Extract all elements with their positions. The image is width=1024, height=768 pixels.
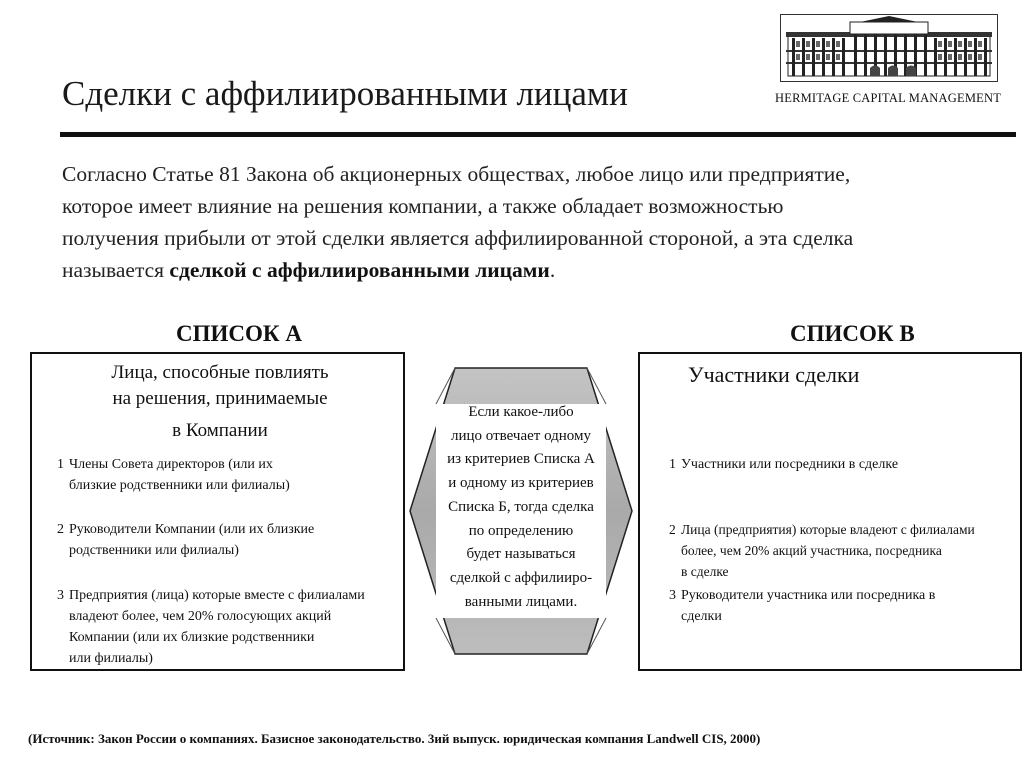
list-a-item [57, 585, 365, 669]
item-line: Компании (или их близкие родственники [69, 630, 315, 645]
item-line: Руководители участника или посредника в [681, 588, 936, 603]
list-a-item [57, 519, 314, 561]
item-line: родственники или филиалы) [69, 543, 239, 558]
intro-line4-suffix: . [549, 258, 556, 282]
item-line: более, чем 20% акций участника, посредника [681, 543, 942, 558]
intro-line: Согласно Статье 81 Закона об акционерных обществах, любое лицо или предприятие, [62, 162, 851, 186]
page-title: Сделки с аффилиированными лицами [62, 74, 628, 113]
company-name: HERMITAGE CAPITAL MANAGEMENT [775, 91, 1002, 105]
criteria-line: будет называться [466, 546, 576, 563]
criteria-line: ванными лицами. [464, 593, 578, 610]
list-b-item [669, 454, 898, 475]
list-b-title: Участники сделки [688, 362, 860, 387]
list-a-title [60, 360, 380, 444]
intro-paragraph [62, 158, 1012, 286]
item-line: сделки [681, 609, 722, 624]
intro-line [62, 254, 1012, 286]
source-citation: (Источник: Закон России о компаниях. Базисное законодательство. 3ий выпуск. юридическая компания Landwell CIS, 2000) [28, 731, 761, 746]
criteria-line: лицо отвечает одному [450, 427, 592, 444]
criteria-text [420, 401, 622, 614]
item-number: 3 [57, 588, 64, 603]
item-number: 2 [57, 522, 64, 537]
item-line: Руководители Компании (или их близкие [69, 522, 315, 537]
list-a-title-line: Лица, способные повлиять [111, 362, 329, 383]
item-line: в сделке [681, 564, 729, 579]
intro-line: которое имеет влияние на решения компании, а также обладает возможностью [62, 194, 784, 218]
intro-highlight: сделкой с аффилиированными лицами [169, 258, 550, 282]
item-number: 1 [57, 457, 64, 472]
item-number: 2 [669, 522, 676, 537]
criteria-line: Если какое-либо [468, 404, 574, 420]
item-line: Члены Совета директоров (или их [69, 457, 273, 472]
hermitage-building-icon [780, 14, 998, 82]
item-line: близкие родственники или филиалы) [69, 478, 290, 493]
item-line: Участники или посредники в сделке [681, 457, 899, 472]
item-number: 3 [669, 588, 676, 603]
item-line: Предприятия (лица) которые вместе с филиалами [69, 588, 365, 603]
list-a-title-line: на решения, принимаемые [112, 388, 328, 409]
item-number: 1 [669, 457, 676, 472]
item-line: Лица (предприятия) которые владеют с филиалами [681, 522, 975, 537]
intro-line: получения прибыли от этой сделки является аффилиированной стороной, а эта сделка [62, 226, 854, 250]
list-a-title-line: в Компании [172, 420, 268, 441]
list-a-item [57, 454, 290, 496]
intro-line4-prefix: называется [62, 258, 170, 282]
item-line: владеют более, чем 20% голосующих акций [69, 609, 332, 624]
title-divider [60, 132, 1016, 137]
list-a-heading: СПИСОК А [176, 321, 302, 346]
criteria-line: и одному из критериев [448, 475, 594, 492]
list-b-item [669, 585, 935, 627]
criteria-line: Списка Б, тогда сделка [448, 498, 594, 515]
criteria-line: по определению [468, 522, 574, 539]
criteria-line: сделкой с аффилииро- [449, 569, 593, 586]
list-b-heading: СПИСОК В [790, 321, 915, 346]
criteria-line: из критериев Списка А [447, 451, 595, 468]
item-line: или филиалы) [69, 651, 153, 666]
list-b-item [669, 519, 975, 582]
